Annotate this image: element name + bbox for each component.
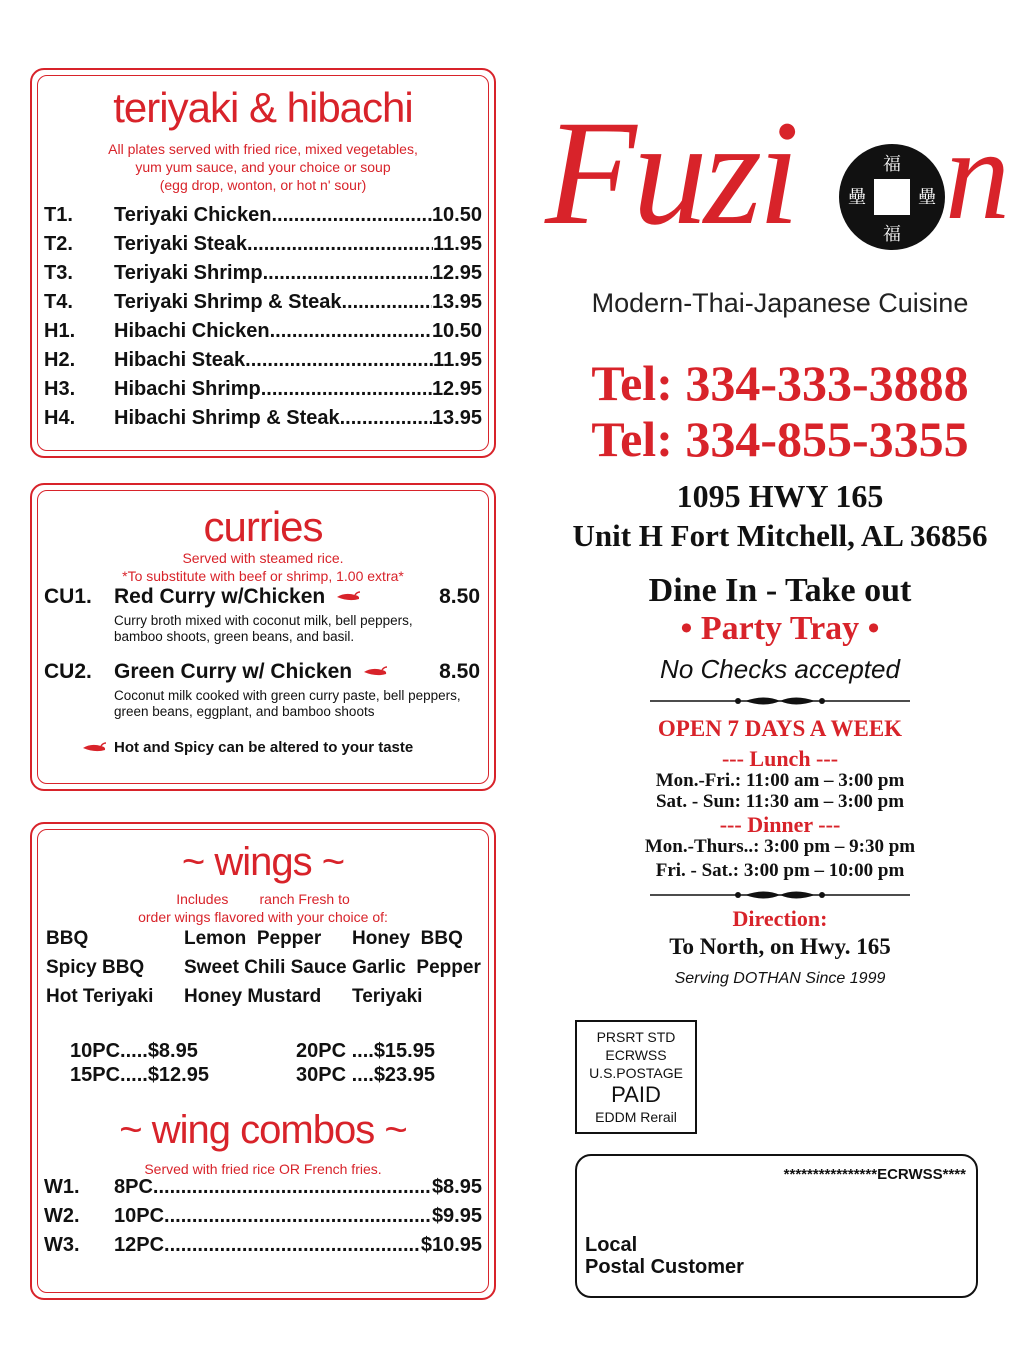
lunch-header: --- Lunch --- <box>721 746 839 771</box>
combo-item-w3 <box>44 1234 482 1262</box>
item-code: W1. <box>44 1176 80 1198</box>
telephone-1: Tel: 334-333-3888 <box>591 355 969 411</box>
item-price: 8.50 <box>439 585 480 608</box>
flavor-teriyaki: Teriyaki <box>352 986 423 1007</box>
menu-item-h3 <box>44 378 482 406</box>
teriyaki-hibachi-panel <box>30 68 496 458</box>
item-name: Hibachi Shrimp & Steak <box>114 407 340 429</box>
coin-char-right: 壘 <box>918 187 936 208</box>
item-name: Teriyaki Shrimp <box>114 262 263 284</box>
item-name: 10PC <box>114 1205 165 1227</box>
restaurant-logo <box>545 88 1010 263</box>
item-price: $8.95 <box>431 1176 482 1198</box>
tagline: Modern-Thai-Japanese Cuisine <box>591 288 969 318</box>
item-code: H2. <box>44 349 76 371</box>
chili-pepper-icon <box>335 591 361 603</box>
lunch-hours-weekday: Mon.-Fri.: 11:00 am – 3:00 pm <box>655 770 905 791</box>
flavor-garlic-pepper: Garlic Pepper <box>352 957 481 978</box>
item-name: Teriyaki Chicken <box>114 204 272 226</box>
postage-line-3: U.S.POSTAGE <box>589 1065 683 1081</box>
serving-since: Serving DOTHAN Since 1999 <box>674 970 886 987</box>
teriyaki-note-2: yum yum sauce, and your choice or soup <box>135 159 391 175</box>
menu-item-h1 <box>44 320 482 348</box>
no-checks: No Checks accepted <box>660 654 900 684</box>
direction-label: Direction: <box>732 906 828 931</box>
direction-text: To North, on Hwy. 165 <box>669 934 891 959</box>
item-name: Teriyaki Steak <box>114 233 248 255</box>
postage-paid: PAID <box>611 1082 661 1107</box>
flavor-honey-bbq: Honey BBQ <box>352 928 463 949</box>
address-line-1: 1095 HWY 165 <box>676 478 884 514</box>
item-code: T3. <box>44 262 73 284</box>
item-name: Red Curry w/Chicken <box>114 585 326 608</box>
wings-note-1: Includes ranch Fresh to <box>176 891 350 907</box>
logo-text-n: n <box>945 103 1010 247</box>
curries-note-2: *To substitute with beef or shrimp, 1.00 extra* <box>122 568 404 584</box>
flavor-hot-teriyaki: Hot Teriyaki <box>46 986 154 1007</box>
curry-item-cu1 <box>44 585 484 645</box>
combo-item-w2 <box>44 1205 482 1233</box>
telephone-2: Tel: 334-855-3355 <box>591 411 969 467</box>
wings-title: ~ wings ~ <box>181 840 345 884</box>
menu-item-h2 <box>44 349 482 377</box>
coin-char-left: 壘 <box>848 187 866 208</box>
wing-combos-note: Served with fried rice OR French fries. <box>144 1161 382 1177</box>
item-name: Hibachi Shrimp <box>114 378 261 400</box>
flavor-honey-mustard: Honey Mustard <box>184 986 322 1007</box>
item-name: Green Curry w/ Chicken <box>114 660 353 683</box>
item-price: $10.95 <box>420 1234 482 1256</box>
item-code: H1. <box>44 320 76 342</box>
item-price: 11.95 <box>433 233 482 255</box>
item-code: H3. <box>44 378 76 400</box>
item-price: 13.95 <box>431 407 482 429</box>
wing-price-30pc: 30PC ....$23.95 <box>296 1064 435 1086</box>
item-price: 12.95 <box>431 262 482 284</box>
item-price: 13.95 <box>431 291 482 313</box>
item-code: W2. <box>44 1205 80 1227</box>
curry-item-cu2 <box>44 660 484 720</box>
item-price: $9.95 <box>431 1205 482 1227</box>
dinner-hours-weekday: Mon.-Thurs..: 3:00 pm – 9:30 pm <box>644 836 916 857</box>
menu-item-t3 <box>44 262 482 290</box>
open-days: OPEN 7 DAYS A WEEK <box>657 716 903 741</box>
wings-note-2: order wings flavored with your choice of: <box>138 909 388 925</box>
address-line-2: Unit H Fort Mitchell, AL 36856 <box>572 518 988 553</box>
party-tray: • Party Tray • <box>680 610 880 647</box>
wing-price-20pc: 20PC ....$15.95 <box>296 1040 435 1062</box>
item-code: W3. <box>44 1234 80 1256</box>
curries-panel <box>30 483 496 791</box>
teriyaki-hibachi-title: teriyaki & hibachi <box>113 84 413 131</box>
wing-price-10pc: 10PC.....$8.95 <box>70 1040 198 1062</box>
menu-item-h4 <box>44 407 482 435</box>
chili-pepper-icon <box>362 666 388 678</box>
item-price: 11.95 <box>433 349 482 371</box>
coin-char-top: 福 <box>883 154 901 175</box>
teriyaki-note-1: All plates served with fried rice, mixed vegetables, <box>108 141 418 157</box>
item-name: Hibachi Chicken <box>114 320 270 342</box>
postage-indicia <box>575 1020 697 1134</box>
item-description-1: Coconut milk cooked with green curry paste, bell peppers, <box>114 688 461 703</box>
ornament-divider-top <box>650 694 910 708</box>
menu-item-t2 <box>44 233 482 261</box>
flavor-sweet-chili-sauce: Sweet Chili Sauce <box>184 957 347 978</box>
chili-pepper-icon <box>80 742 108 754</box>
curries-title: curries <box>203 503 323 550</box>
spicy-note-text: Hot and Spicy can be altered to your taste <box>114 739 414 756</box>
mailing-address-box <box>575 1154 978 1298</box>
flavor-bbq: BBQ <box>46 928 89 949</box>
item-code: T1. <box>44 204 73 226</box>
item-name: 8PC <box>114 1176 153 1198</box>
curries-note-1: Served with steamed rice. <box>182 550 344 566</box>
dinner-hours-weekend: Fri. - Sat.: 3:00 pm – 10:00 pm <box>655 860 905 881</box>
lunch-hours-weekend: Sat. - Sun: 11:30 am – 3:00 pm <box>655 791 905 812</box>
item-name: 12PC <box>114 1234 165 1256</box>
item-code: T4. <box>44 291 73 313</box>
item-price: 8.50 <box>439 660 480 683</box>
teriyaki-note-3: (egg drop, wonton, or hot n' sour) <box>159 177 367 193</box>
flavor-spicy-bbq: Spicy BBQ <box>46 957 145 978</box>
menu-item-t1 <box>44 204 482 232</box>
item-description-2: bamboo shoots, green beans, and basil. <box>114 629 355 644</box>
item-code: T2. <box>44 233 73 255</box>
item-price: 12.95 <box>431 378 482 400</box>
item-code: CU1. <box>44 585 92 608</box>
item-name: Hibachi Steak <box>114 349 246 371</box>
spicy-note <box>80 739 413 756</box>
menu-item-t4 <box>44 291 482 319</box>
wing-combos-title: ~ wing combos ~ <box>119 1108 407 1152</box>
item-price: 10.50 <box>431 204 482 226</box>
logo-text-fuzi: Fuzi <box>545 90 796 256</box>
coin-logo-icon <box>837 142 947 252</box>
postage-line-5: EDDM Rerail <box>595 1109 677 1125</box>
wing-price-15pc: 15PC.....$12.95 <box>70 1064 209 1086</box>
ornament-divider-bottom <box>650 888 910 902</box>
postage-line-2: ECRWSS <box>605 1047 667 1063</box>
dinner-header: --- Dinner --- <box>719 812 841 837</box>
dine-in-take-out: Dine In - Take out <box>648 572 912 609</box>
postage-line-1: PRSRT STD <box>596 1029 676 1045</box>
item-code: H4. <box>44 407 76 429</box>
item-description-1: Curry broth mixed with coconut milk, bell peppers, <box>114 613 413 628</box>
ecrwss-line: ****************ECRWSS**** <box>783 1166 966 1183</box>
item-code: CU2. <box>44 660 92 683</box>
address-local: Local <box>585 1234 638 1256</box>
item-name: Teriyaki Shrimp & Steak <box>114 291 342 313</box>
item-price: 10.50 <box>431 320 482 342</box>
address-postal-customer: Postal Customer <box>585 1256 744 1278</box>
wings-panel <box>30 822 496 1300</box>
flavor-lemon-pepper: Lemon Pepper <box>184 928 322 949</box>
item-description-2: green beans, eggplant, and bamboo shoots <box>114 704 375 719</box>
coin-char-bottom: 福 <box>883 224 901 245</box>
combo-item-w1 <box>44 1176 482 1204</box>
